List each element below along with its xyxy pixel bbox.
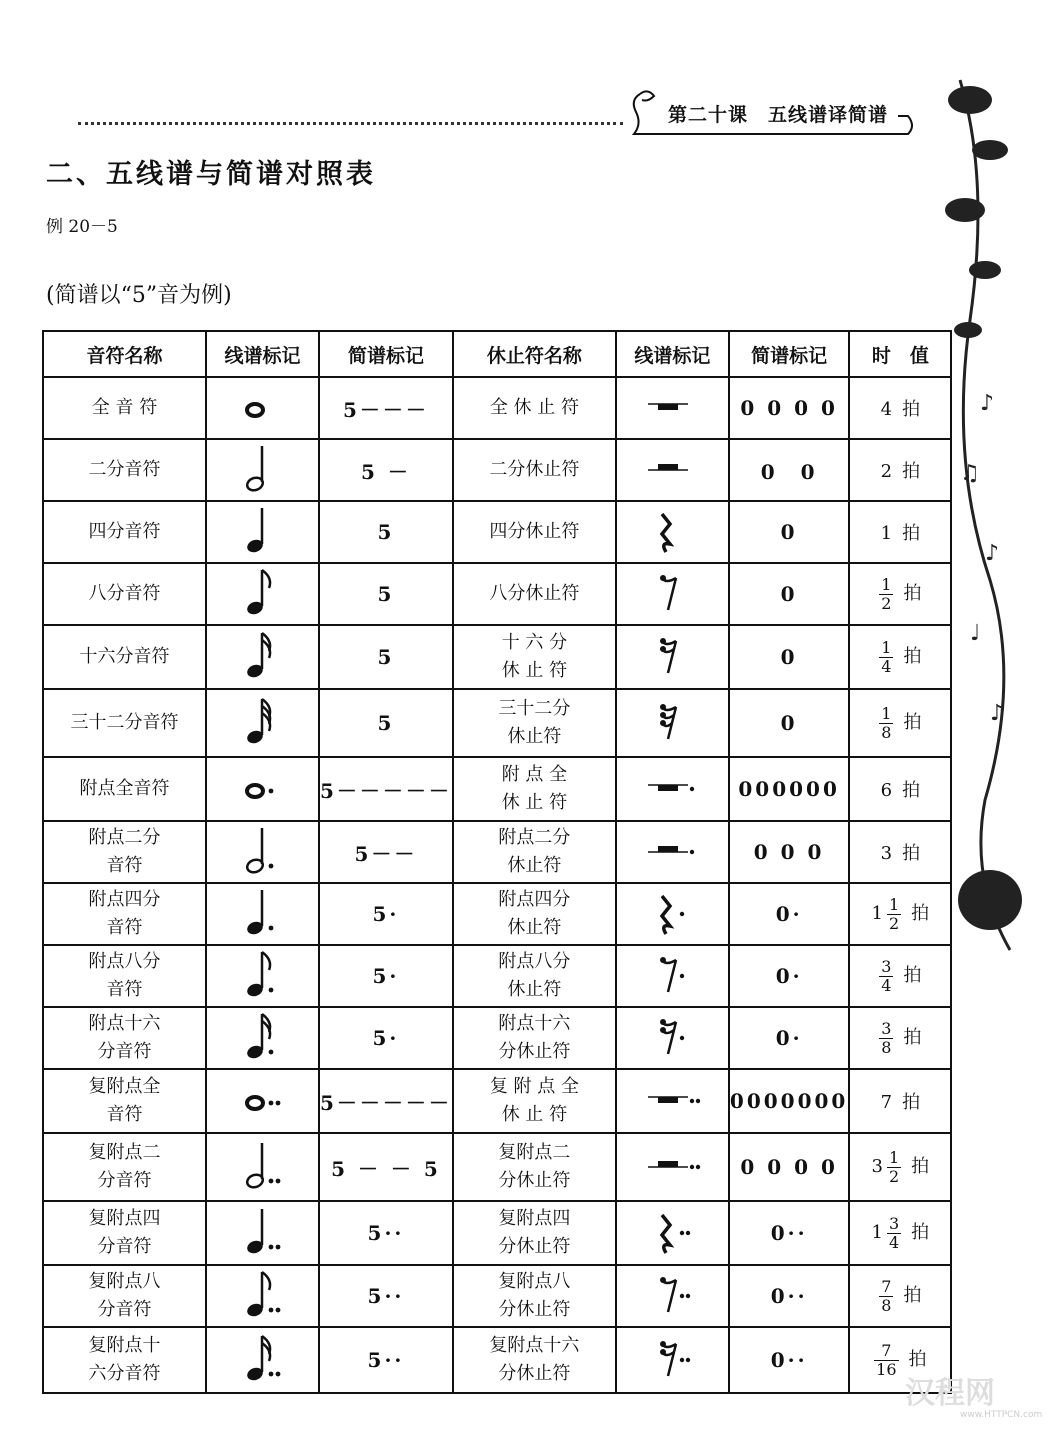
staff-rest-cell (616, 1201, 729, 1265)
note-name: 附点八分 音符 (43, 945, 206, 1007)
denominator: 4 (881, 975, 892, 995)
staff-note-cell (206, 821, 319, 883)
32nd-note-icon (233, 693, 293, 749)
numbered-rest: 0·· (729, 1265, 849, 1327)
beat-unit: 拍 (902, 1092, 921, 1113)
duration-value (849, 1007, 951, 1069)
numerator: 1 (888, 894, 900, 914)
note-name: 复附点四 分音符 (43, 1201, 206, 1265)
16th-note-icon (233, 627, 293, 683)
numbered-rest: 0 0 0 0 (729, 377, 849, 439)
rest-name: 二分休止符 (453, 439, 616, 501)
staff-rest-cell (616, 1265, 729, 1327)
col-header: 线谱标记 (206, 331, 319, 377)
numbered-rest: 0 (729, 563, 849, 625)
rest-name: 附点二分 休止符 (453, 821, 616, 883)
numbered-note: 5 (319, 501, 453, 563)
whole-rest-icon (642, 1071, 702, 1127)
duration-fraction (887, 1215, 901, 1252)
staff-note-cell (206, 501, 319, 563)
32nd-rest-icon (642, 693, 702, 749)
note-name: 八分音符 (43, 563, 206, 625)
rest-name: 十 六 分 休 止 符 (453, 625, 616, 689)
16th-rest-icon (642, 1008, 702, 1064)
music-note-icon: ♪ (985, 541, 1000, 566)
whole-note-icon (233, 759, 293, 815)
col-header: 简谱标记 (319, 331, 453, 377)
numbered-rest: 0000000 (729, 1069, 849, 1133)
lesson-banner-title: 第二十课 五线谱译简谱 (668, 104, 889, 126)
staff-note-cell (206, 883, 319, 945)
half-rest-icon (642, 822, 702, 878)
beat-unit: 拍 (902, 523, 921, 544)
numerator: 1 (881, 637, 892, 657)
note-name: 复附点八 分音符 (43, 1265, 206, 1327)
eighth-rest-icon (642, 946, 702, 1002)
staff-note-cell (206, 1327, 319, 1393)
duration-value (849, 1265, 951, 1327)
eighth-rest-icon (642, 1266, 702, 1322)
rest-name: 附点八分 休止符 (453, 945, 616, 1007)
music-note-icon: ♫ (960, 461, 980, 486)
whole-rest-icon (642, 759, 702, 815)
rest-name: 复附点二 分休止符 (453, 1133, 616, 1201)
duration-integer: 6 (880, 780, 893, 801)
beat-unit: 拍 (911, 903, 930, 924)
staff-note-cell (206, 1069, 319, 1133)
note-name: 复附点全 音符 (43, 1069, 206, 1133)
rest-name: 全 休 止 符 (453, 377, 616, 439)
duration-fraction (879, 705, 893, 742)
numbered-rest: 0 (729, 501, 849, 563)
numbered-rest: 0· (729, 945, 849, 1007)
numbered-note: 5·· (319, 1201, 453, 1265)
rest-name: 附 点 全 休 止 符 (453, 757, 616, 821)
numbered-note: 5 － (319, 439, 453, 501)
numbered-note: 5－－－ (319, 377, 453, 439)
table-row (43, 689, 951, 757)
example-label: 例 20－5 (46, 217, 118, 237)
beat-unit: 拍 (902, 780, 921, 801)
table-header-row (43, 331, 951, 377)
denominator: 8 (881, 1037, 892, 1057)
staff-rest-cell (616, 821, 729, 883)
duration-fraction (879, 576, 893, 613)
rest-name: 八分休止符 (453, 563, 616, 625)
numbered-note: 5 (319, 689, 453, 757)
col-header: 时 值 (849, 331, 951, 377)
numbered-note: 5－－－－－ (319, 1069, 453, 1133)
staff-rest-cell (616, 625, 729, 689)
watermark-url: www.HTTPCN.com (960, 1410, 1043, 1420)
denominator: 4 (888, 1232, 900, 1252)
music-note-icon: ♪ (980, 391, 995, 416)
beat-unit: 拍 (903, 583, 922, 604)
table-row (43, 1069, 951, 1133)
quarter-rest-icon (642, 502, 702, 558)
note-name: 二分音符 (43, 439, 206, 501)
music-note-icon: ♩ (970, 621, 981, 646)
half-note-icon (233, 1137, 293, 1193)
numbered-rest: 0· (729, 1007, 849, 1069)
beat-unit: 拍 (902, 843, 921, 864)
staff-note-cell (206, 563, 319, 625)
duration-fraction (879, 1020, 893, 1057)
table-row (43, 1201, 951, 1265)
duration-fraction (879, 639, 893, 676)
staff-note-cell (206, 689, 319, 757)
eighth-note-icon (233, 1266, 293, 1322)
note-name: 三十二分音符 (43, 689, 206, 757)
note-name: 全 音 符 (43, 377, 206, 439)
staff-note-cell (206, 625, 319, 689)
eighth-note-icon (233, 564, 293, 620)
numbered-rest: 0· (729, 883, 849, 945)
duration-fraction (879, 1278, 893, 1315)
rest-name: 复附点四 分休止符 (453, 1201, 616, 1265)
duration-whole: 1 (871, 903, 883, 924)
numbered-note: 5－－ (319, 821, 453, 883)
staff-rest-cell (616, 377, 729, 439)
rest-name: 复附点十六 分休止符 (453, 1327, 616, 1393)
note-name: 十六分音符 (43, 625, 206, 689)
half-rest-icon (642, 440, 702, 496)
rest-name: 三十二分 休止符 (453, 689, 616, 757)
duration-integer: 3 (880, 843, 893, 864)
quarter-note-icon (233, 884, 293, 940)
staff-note-cell (206, 757, 319, 821)
duration-fraction (879, 958, 893, 995)
table-row (43, 1265, 951, 1327)
duration-fraction (874, 1342, 898, 1379)
numbered-rest: 000000 (729, 757, 849, 821)
numerator: 1 (881, 574, 892, 594)
numbered-rest: 0 0 (729, 439, 849, 501)
col-header: 休止符名称 (453, 331, 616, 377)
numbered-rest: 0 (729, 625, 849, 689)
note-name: 附点四分 音符 (43, 883, 206, 945)
numbered-note: 5·· (319, 1327, 453, 1393)
staff-rest-cell (616, 945, 729, 1007)
beat-unit: 拍 (908, 1349, 927, 1370)
table-row (43, 439, 951, 501)
music-note-icon: ♪ (990, 701, 1005, 726)
table-row (43, 757, 951, 821)
eighth-note-icon (233, 946, 293, 1002)
duration-integer: 4 (880, 399, 893, 420)
beat-unit: 拍 (902, 461, 921, 482)
duration-whole: 3 (871, 1156, 883, 1177)
table-row (43, 1327, 951, 1393)
table-row (43, 377, 951, 439)
numbered-note: 5· (319, 945, 453, 1007)
duration-value (849, 1133, 951, 1201)
note-name: 复附点二 分音符 (43, 1133, 206, 1201)
table-row (43, 625, 951, 689)
note-name: 附点十六 分音符 (43, 1007, 206, 1069)
denominator: 8 (881, 722, 892, 742)
staff-rest-cell (616, 883, 729, 945)
half-note-icon (233, 822, 293, 878)
note-name: 附点二分 音符 (43, 821, 206, 883)
table-row (43, 821, 951, 883)
staff-note-cell (206, 1265, 319, 1327)
staff-note-cell (206, 1133, 319, 1201)
beat-unit: 拍 (903, 646, 922, 667)
staff-rest-cell (616, 1327, 729, 1393)
staff-note-cell (206, 377, 319, 439)
denominator: 16 (876, 1359, 897, 1379)
caption: (简谱以“5”音为例) (46, 283, 232, 308)
staff-rest-cell (616, 1069, 729, 1133)
quarter-rest-icon (642, 1203, 702, 1259)
16th-rest-icon (642, 627, 702, 683)
numbered-note: 5· (319, 1007, 453, 1069)
half-note-icon (233, 440, 293, 496)
watermark: 汉程网 (905, 1376, 995, 1411)
note-name: 附点全音符 (43, 757, 206, 821)
header-dotted-rule (78, 122, 623, 125)
numbered-note: 5－－－－－ (319, 757, 453, 821)
denominator: 4 (881, 656, 892, 676)
beat-unit: 拍 (903, 712, 922, 733)
numbered-rest: 0·· (729, 1201, 849, 1265)
table-row (43, 1133, 951, 1201)
16th-note-icon (233, 1008, 293, 1064)
duration-integer: 7 (880, 1092, 893, 1113)
numerator: 3 (888, 1213, 900, 1233)
numbered-note: 5· (319, 883, 453, 945)
staff-rest-cell (616, 757, 729, 821)
vine-decoration (930, 60, 1040, 960)
denominator: 2 (888, 1166, 900, 1186)
numbered-rest: 0 0 0 (729, 821, 849, 883)
table-row (43, 563, 951, 625)
staff-rest-cell (616, 501, 729, 563)
duration-integer: 1 (880, 523, 893, 544)
duration-fraction (887, 896, 901, 933)
table-row (43, 1007, 951, 1069)
staff-rest-cell (616, 1133, 729, 1201)
col-header: 线谱标记 (616, 331, 729, 377)
table-row (43, 945, 951, 1007)
staff-rest-cell (616, 563, 729, 625)
quarter-note-icon (233, 502, 293, 558)
col-header: 音符名称 (43, 331, 206, 377)
staff-rest-cell (616, 439, 729, 501)
quarter-rest-icon (642, 884, 702, 940)
16th-note-icon (233, 1330, 293, 1386)
rest-name: 附点十六 分休止符 (453, 1007, 616, 1069)
numerator: 3 (881, 1018, 892, 1038)
section-title: 二、五线谱与简谱对照表 (46, 159, 376, 190)
staff-note-cell (206, 1007, 319, 1069)
numerator: 3 (881, 956, 892, 976)
table-row (43, 883, 951, 945)
numbered-note: 5 (319, 563, 453, 625)
quarter-note-icon (233, 1203, 293, 1259)
rest-name: 复 附 点 全 休 止 符 (453, 1069, 616, 1133)
beat-unit: 拍 (903, 1285, 922, 1306)
whole-rest-icon (642, 378, 702, 434)
table-row (43, 501, 951, 563)
duration-value (849, 1069, 951, 1133)
numbered-rest: 0 0 0 0 (729, 1133, 849, 1201)
beat-unit: 拍 (902, 399, 921, 420)
numerator: 7 (881, 1276, 892, 1296)
denominator: 2 (881, 593, 892, 613)
staff-note-cell (206, 439, 319, 501)
duration-fraction (887, 1149, 901, 1186)
denominator: 8 (881, 1295, 892, 1315)
numbered-rest: 0 (729, 689, 849, 757)
half-rest-icon (642, 1137, 702, 1193)
rest-name: 四分休止符 (453, 501, 616, 563)
duration-whole: 1 (871, 1222, 883, 1243)
numbered-note: 5·· (319, 1265, 453, 1327)
staff-rest-cell (616, 1007, 729, 1069)
eighth-rest-icon (642, 564, 702, 620)
numbered-note: 5 (319, 625, 453, 689)
col-header: 简谱标记 (729, 331, 849, 377)
beat-unit: 拍 (911, 1222, 930, 1243)
staff-note-cell (206, 945, 319, 1007)
notation-comparison-table (42, 330, 952, 1394)
duration-integer: 2 (880, 461, 893, 482)
note-name: 四分音符 (43, 501, 206, 563)
rest-name: 复附点八 分休止符 (453, 1265, 616, 1327)
staff-note-cell (206, 1201, 319, 1265)
numerator: 1 (881, 703, 892, 723)
rest-name: 附点四分 休止符 (453, 883, 616, 945)
denominator: 2 (888, 913, 900, 933)
note-name: 复附点十 六分音符 (43, 1327, 206, 1393)
whole-note-icon (233, 378, 293, 434)
staff-rest-cell (616, 689, 729, 757)
numerator: 1 (888, 1147, 900, 1167)
numbered-note: 5 － － 5 (319, 1133, 453, 1201)
duration-value (849, 1201, 951, 1265)
beat-unit: 拍 (903, 965, 922, 986)
beat-unit: 拍 (911, 1156, 930, 1177)
16th-rest-icon (642, 1330, 702, 1386)
whole-note-icon (233, 1071, 293, 1127)
numerator: 7 (874, 1342, 898, 1361)
beat-unit: 拍 (903, 1027, 922, 1048)
numbered-rest: 0·· (729, 1327, 849, 1393)
